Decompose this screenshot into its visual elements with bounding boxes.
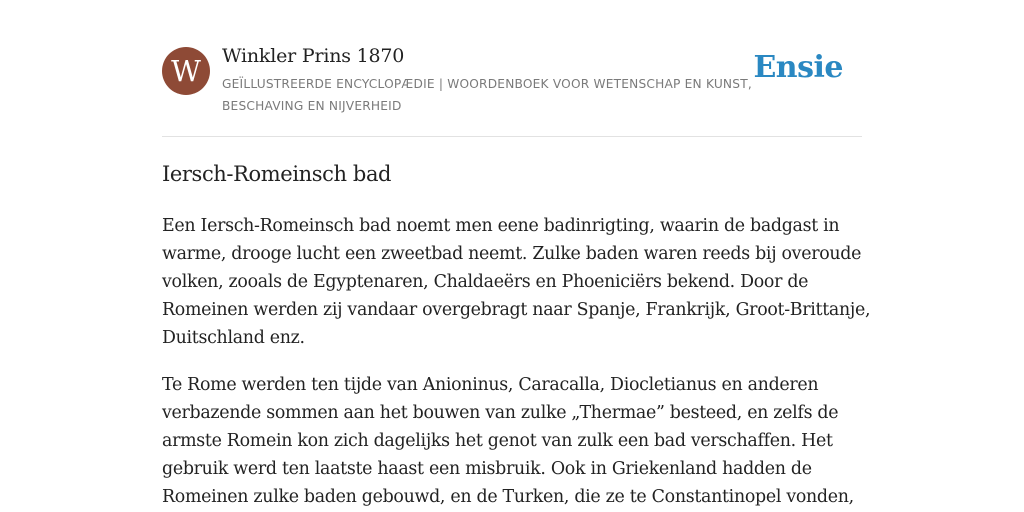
article — [162, 157, 874, 511]
ensie-logo[interactable]: Ensie — [753, 50, 843, 85]
publication-header — [162, 44, 862, 137]
article-paragraph: Te Rome werden ten tijde van Anioninus, Caracalla, Diocletianus en anderen verbazende sommen aan het bouwen van zulke „Thermae” besteed, en zelfs de armste Romein kon zich dagelijks het genot van zulk een bad verschaffen. Het gebruik werd ten laatste haast een misbruik. Ook in Griekenland hadden de Romeinen zulke baden gebouwd, en de Turken, die ze te Constantinopel vonden, — [162, 375, 854, 507]
publication-subtitle: GEÏLLUSTREERDE ENCYCLOPÆDIE | WOORDENBOEK VOOR WETENSCHAP EN KUNST, BESCHAVING EN NIJVERHEID — [222, 77, 752, 113]
publication-title[interactable]: Winkler Prins 1870 — [222, 45, 405, 67]
article-paragraph: Een Iersch-Romeinsch bad noemt men eene badinrigting, waarin de badgast in warme, drooge lucht een zweetbad neemt. Zulke baden waren reeds bij overoude volken, zooals de Egyptenaren, Chaldaeërs en Phoeniciërs bekend. Door de Romeinen werden zij vandaar overgebragt naar Spanje, Frankrijk, Groot-Brittanje, Duitschland enz. — [162, 216, 871, 348]
publication-avatar[interactable]: W — [162, 47, 210, 95]
article-title: Iersch-Romeinsch bad — [162, 162, 392, 186]
